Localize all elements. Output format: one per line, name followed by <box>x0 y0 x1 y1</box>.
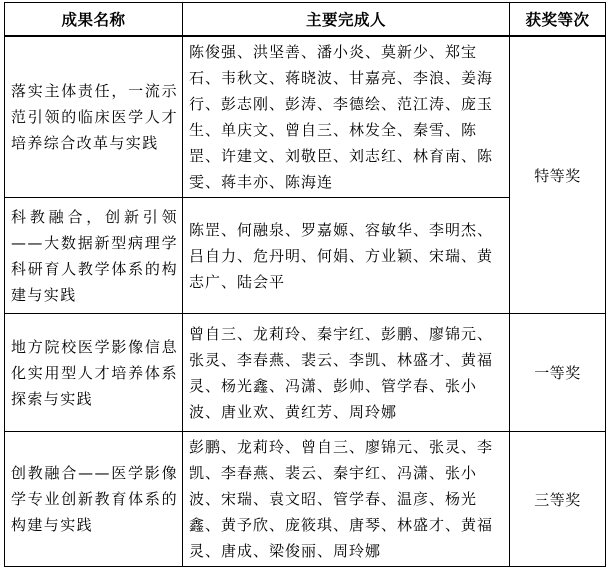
header-award-level: 获奖等次 <box>510 3 606 37</box>
header-main-contributors: 主要完成人 <box>183 3 510 37</box>
table-row <box>5 36 606 198</box>
awards-table-container <box>4 2 605 567</box>
table-row <box>5 314 606 432</box>
achievement-name: 地方院校医学影像信息化实用型人才培养体系探索与实践 <box>5 314 183 432</box>
main-contributors: 曾自三、龙莉玲、秦宇红、彭鹏、廖锦元、张灵、李春燕、裴云、李凯、林盛才、黄福灵、杨光鑫、冯潇、彭帅、管学春、张小波、唐业欢、黄红芳、周玲娜 <box>183 314 510 432</box>
table-row <box>5 432 606 567</box>
main-contributors: 彭鹏、龙莉玲、曾自三、廖锦元、张灵、李凯、李春燕、裴云、秦宇红、冯潇、张小波、宋瑞、袁文昭、管学春、温彦、杨光鑫、黄予欣、庞筱琪、唐琴、林盛才、黄福灵、唐成、梁俊丽、周玲娜 <box>183 432 510 567</box>
award-level: 特等奖 <box>510 36 606 314</box>
achievement-name: 科教融合，创新引领——大数据新型病理学科研育人教学体系的构建与实践 <box>5 198 183 314</box>
header-achievement-name: 成果名称 <box>5 3 183 37</box>
award-level: 一等奖 <box>510 314 606 432</box>
award-level: 三等奖 <box>510 432 606 567</box>
achievement-name: 落实主体责任，一流示范引领的临床医学人才培养综合改革与实践 <box>5 36 183 198</box>
awards-table <box>4 2 606 567</box>
main-contributors: 陈罡、何融泉、罗嘉嫄、容敏华、李明杰、吕自力、危丹明、何娟、方业颖、宋瑞、黄志广、陆会平 <box>183 198 510 314</box>
header-row <box>5 3 606 37</box>
achievement-name: 创教融合——医学影像学专业创新教育体系的构建与实践 <box>5 432 183 567</box>
main-contributors: 陈俊强、洪坚善、潘小炎、莫新少、郑宝石、韦秋文、蒋晓波、甘嘉亮、李浪、姜海行、彭志刚、彭涛、李德绘、范江涛、庞玉生、单庆文、曾自三、林发全、秦雪、陈罡、许建文、刘敬臣、刘志红、林育南、陈雯、蒋丰亦、陈海连 <box>183 36 510 198</box>
